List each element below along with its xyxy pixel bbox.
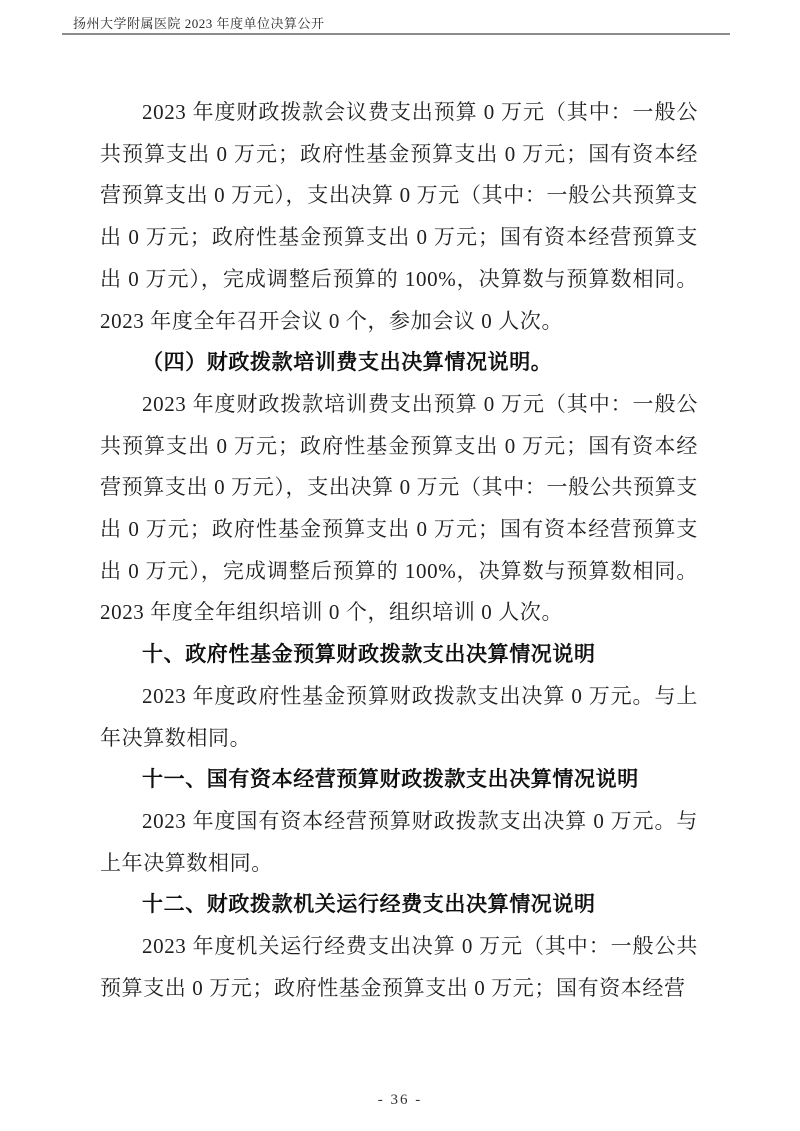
body-paragraph: 2023 年度财政拨款培训费支出预算 0 万元（其中：一般公共预算支出 0 万元；政府性基金预算支出 0 万元；国有资本经营预算支出 0 万元），支出决算 0 万元（其中：一般公共预算支出 0 万元；政府性基金预算支出 0 万元；国有资本经营预算支出 0 万元），完成调整后预算的 100%，决算数与预算数相同。2023 年度全年组织培训 0 个，组织培训 0 人次。: [100, 391, 698, 625]
section-heading: （四）财政拨款培训费支出决算情况说明。: [142, 350, 553, 375]
body-paragraph: 2023 年度国有资本经营预算财政拨款支出决算 0 万元。与上年决算数相同。: [100, 808, 698, 875]
section-heading: 十、政府性基金预算财政拨款支出决算情况说明: [142, 642, 596, 667]
header-rule: [62, 33, 730, 35]
body-paragraph: 2023 年度政府性基金预算财政拨款支出决算 0 万元。与上年决算数相同。: [100, 683, 698, 750]
body-paragraph: 2023 年度机关运行经费支出决算 0 万元（其中：一般公共预算支出 0 万元；政府性基金预算支出 0 万元；国有资本经营: [100, 934, 698, 1000]
section-heading: 十一、国有资本经营预算财政拨款支出决算情况说明: [142, 767, 639, 792]
section-heading: 十二、财政拨款机关运行经费支出决算情况说明: [142, 892, 596, 917]
page-number: - 36 -: [377, 1092, 423, 1108]
page-header-title: 扬州大学附属医院 2023 年度单位决算公开: [73, 16, 325, 31]
document-body: [100, 92, 698, 1009]
body-paragraph: 2023 年度财政拨款会议费支出预算 0 万元（其中：一般公共预算支出 0 万元；政府性基金预算支出 0 万元；国有资本经营预算支出 0 万元），支出决算 0 万元（其中：一般公共预算支出 0 万元；政府性基金预算支出 0 万元；国有资本经营预算支出 0 万元），完成调整后预算的 100%，决算数与预算数相同。2023 年度全年召开会议 0 个，参加会议 0 人次。: [100, 100, 698, 333]
